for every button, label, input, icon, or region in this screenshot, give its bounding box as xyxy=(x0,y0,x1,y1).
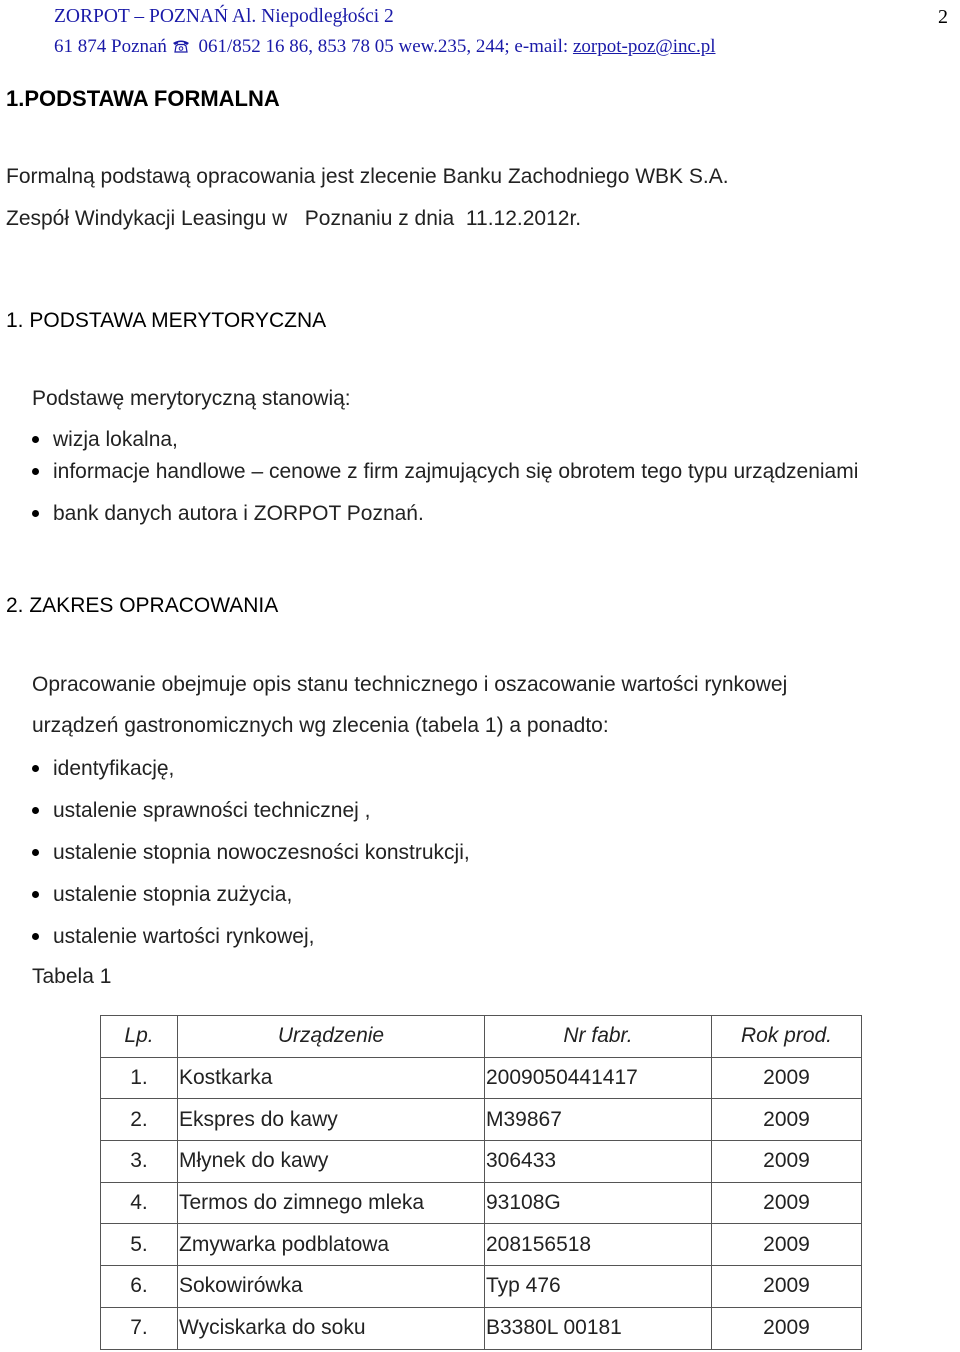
col-header-serial: Nr fabr. xyxy=(485,1016,712,1058)
cell-device xyxy=(178,1224,485,1266)
bullet-icon xyxy=(32,891,39,898)
cell-device xyxy=(178,1182,485,1224)
cell-device xyxy=(178,1057,485,1099)
merit-intro: Podstawę merytoryczną stanowią: xyxy=(32,387,351,410)
table-row xyxy=(101,1224,862,1266)
table-row xyxy=(101,1182,862,1224)
bullet-icon xyxy=(32,849,39,856)
cell-serial xyxy=(485,1307,712,1349)
scope-text-line-2: urządzeń gastronomicznych wg zlecenia (tabela 1) a ponadto: xyxy=(32,714,609,737)
formal-text-line-2: Zespół Windykacji Leasingu w Poznaniu z dnia 11.12.2012r. xyxy=(6,207,582,230)
cell-lp: 3. xyxy=(101,1141,178,1183)
bullet-icon xyxy=(32,933,39,940)
scope-bullet-1: identyfikację, xyxy=(53,757,175,780)
table-row xyxy=(101,1057,862,1099)
bullet-icon xyxy=(32,468,39,475)
cell-serial-text: 306433 xyxy=(486,1149,557,1173)
cell-device-text: Sokowirówka xyxy=(179,1274,303,1298)
scope-text-line-1: Opracowanie obejmuje opis stanu technicznego i oszacowanie wartości rynkowej xyxy=(32,673,788,696)
cell-serial xyxy=(485,1266,712,1308)
email-link[interactable]: zorpot-poz@inc.pl xyxy=(572,36,716,57)
contact-line xyxy=(54,32,716,62)
cell-device-text: Młynek do kawy xyxy=(179,1149,329,1173)
cell-year: 2009 xyxy=(712,1307,862,1349)
page-number: 2 xyxy=(938,6,948,28)
bullet-icon xyxy=(32,436,39,443)
merit-bullet-1: wizja lokalna, xyxy=(53,428,178,451)
cell-device xyxy=(178,1141,485,1183)
cell-year: 2009 xyxy=(712,1141,862,1183)
address-prefix: 61 874 Poznań xyxy=(54,36,167,57)
bullet-icon xyxy=(32,807,39,814)
cell-serial xyxy=(485,1182,712,1224)
cell-year: 2009 xyxy=(712,1224,862,1266)
cell-device-text: Kostkarka xyxy=(179,1066,273,1090)
telephone-icon xyxy=(172,39,190,53)
table-row xyxy=(101,1266,862,1308)
col-header-device: Urządzenie xyxy=(178,1016,485,1058)
cell-serial-text: 93108G xyxy=(486,1191,561,1215)
phone-numbers: 061/852 16 86, 853 78 05 wew.235, 244; e-mail: xyxy=(198,36,569,57)
scope-bullet-5: ustalenie wartości rynkowej, xyxy=(53,925,315,948)
scope-bullet-2: ustalenie sprawności technicznej , xyxy=(53,799,371,822)
cell-lp: 4. xyxy=(101,1182,178,1224)
bullet-icon xyxy=(32,765,39,772)
cell-device-text: Termos do zimnego mleka xyxy=(179,1191,425,1215)
scope-bullet-3: ustalenie stopnia nowoczesności konstrukcji, xyxy=(53,841,470,864)
cell-device-text: Zmywarka podblatowa xyxy=(179,1232,390,1256)
letterhead xyxy=(54,2,716,62)
cell-device xyxy=(178,1307,485,1349)
cell-device xyxy=(178,1099,485,1141)
bullet-icon xyxy=(32,510,39,517)
merit-bullet-2: informacje handlowe – cenowe z firm zajmujących się obrotem tego typu urządzeniami xyxy=(53,460,859,483)
cell-serial-text: Typ 476 xyxy=(486,1274,561,1298)
cell-year: 2009 xyxy=(712,1182,862,1224)
cell-serial xyxy=(485,1099,712,1141)
cell-device-text: Ekspres do kawy xyxy=(179,1107,338,1131)
cell-serial xyxy=(485,1141,712,1183)
cell-device-text: Wyciskarka do soku xyxy=(179,1316,366,1340)
scope-bullet-4: ustalenie stopnia zużycia, xyxy=(53,883,293,906)
cell-serial-text: 208156518 xyxy=(486,1232,592,1256)
table-caption: Tabela 1 xyxy=(32,965,112,988)
cell-lp: 2. xyxy=(101,1099,178,1141)
col-header-lp: Lp. xyxy=(101,1016,178,1058)
cell-lp: 6. xyxy=(101,1266,178,1308)
cell-year: 2009 xyxy=(712,1057,862,1099)
cell-serial xyxy=(485,1224,712,1266)
cell-serial xyxy=(485,1057,712,1099)
cell-serial-text: M39867 xyxy=(486,1107,562,1131)
equipment-table xyxy=(100,1015,862,1350)
formal-text-line-1: Formalną podstawą opracowania jest zlecenie Banku Zachodniego WBK S.A. xyxy=(6,165,729,188)
cell-year: 2009 xyxy=(712,1266,862,1308)
table-row xyxy=(101,1099,862,1141)
cell-serial-text: B3380L 00181 xyxy=(486,1316,622,1340)
cell-device xyxy=(178,1266,485,1308)
cell-serial-text: 2009050441417 xyxy=(486,1066,638,1090)
col-header-year: Rok prod. xyxy=(712,1016,862,1058)
cell-lp: 5. xyxy=(101,1224,178,1266)
merit-bullet-3: bank danych autora i ZORPOT Poznań. xyxy=(53,502,424,525)
cell-lp: 7. xyxy=(101,1307,178,1349)
section-title-scope: 2. ZAKRES OPRACOWANIA xyxy=(6,594,279,617)
table-row xyxy=(101,1307,862,1349)
table-row xyxy=(101,1141,862,1183)
cell-year: 2009 xyxy=(712,1099,862,1141)
company-line: ZORPOT – POZNAŃ Al. Niepodległości 2 xyxy=(54,6,394,27)
section-title-formal: 1.PODSTAWA FORMALNA xyxy=(6,86,280,111)
section-title-merit: 1. PODSTAWA MERYTORYCZNA xyxy=(6,309,327,332)
cell-lp: 1. xyxy=(101,1057,178,1099)
table-header-row xyxy=(101,1016,862,1058)
